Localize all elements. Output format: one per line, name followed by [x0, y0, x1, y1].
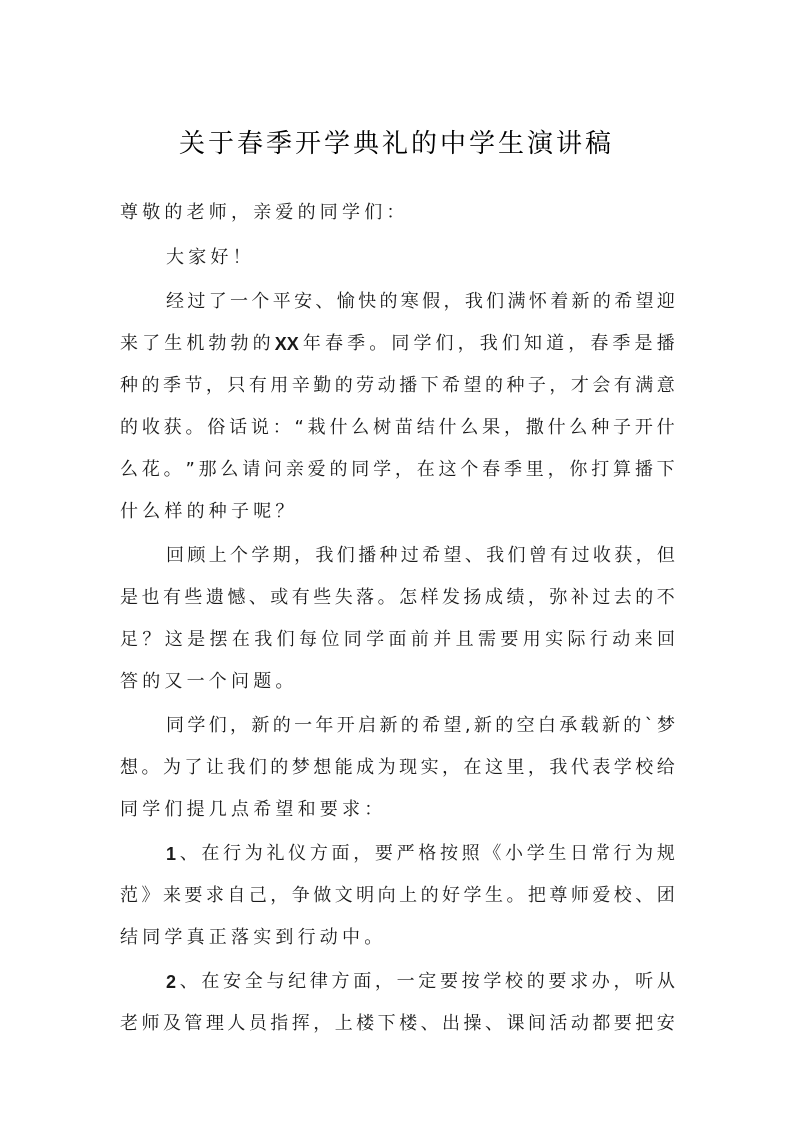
paragraph-line: 来 了 生 机 勃 勃 的 XX 年 春 季 。 同 学 们 ， 我 们 知 道 ， 春 季 是 播 [120, 333, 675, 354]
paragraph-line: 大家好！ [166, 247, 255, 268]
paragraph-line: 足 ？ 这 是 摆 在 我 们 每 位 同 学 面 前 并 且 需 要 用 实 际 行 动 来 回 [120, 629, 675, 650]
paragraph-line: 范 》 来 要 求 自 己 ， 争 做 文 明 向 上 的 好 学 生 。 把 尊 师 爱 校 、 团 [120, 885, 675, 906]
paragraph-line: 什么样的种子呢？ [120, 501, 298, 522]
paragraph-line: 1 、 在 行 为 礼 仪 方 面 ， 要 严 格 按 照 《 小 学 生 日 常 行 为 规 [166, 843, 675, 864]
paragraph-line: 答的又一个问题。 [120, 671, 298, 692]
paragraph-line: 结同学真正落实到行动中。 [120, 927, 387, 948]
paragraph-line: 么 花 。 ” 那 么 请 问 亲 爱 的 同 学 ， 在 这 个 春 季 里 ， 你 打 算 播 下 [120, 459, 675, 480]
paragraph-line: 经 过 了 一 个 平 安 、 愉 快 的 寒 假 ， 我 们 满 怀 着 新 的 希 望 迎 [166, 291, 675, 312]
paragraph-line: 同学们提几点希望和要求： [120, 799, 387, 820]
paragraph-line: 尊敬的老师，亲爱的同学们： [120, 202, 409, 223]
paragraph-line: 的 收 获 。 俗 话 说 ： “ 栽 什 么 树 苗 结 什 么 果 ， 撒 什 么 种 子 开 什 [120, 417, 675, 438]
paragraph-line: 2 、 在 安 全 与 纪 律 方 面 ， 一 定 要 按 学 校 的 要 求 办 ， 听 从 [166, 971, 675, 992]
paragraph-line: 种 的 季 节 ， 只 有 用 辛 勤 的 劳 动 播 下 希 望 的 种 子 ， 才 会 有 满 意 [120, 375, 675, 396]
paragraph-line: 是 也 有 些 遗 憾 、 或 有 些 失 落 。 怎 样 发 扬 成 绩 ， 弥 补 过 去 的 不 [120, 587, 675, 608]
paragraph-line: 想 。 为 了 让 我 们 的 梦 想 能 成 为 现 实 ， 在 这 里 ， 我 代 表 学 校 给 [120, 757, 675, 778]
paragraph-line: 回 顾 上 个 学 期 ， 我 们 播 种 过 希 望 、 我 们 曾 有 过 收 获 ， 但 [166, 545, 675, 566]
document-title: 关于春季开学典礼的中学生演讲稿 [178, 129, 614, 159]
paragraph-line: 同 学 们 ， 新 的 一 年 开 启 新 的 希 望 , 新 的 空 白 承 载 新 的 ` 梦 [166, 715, 675, 736]
paragraph-line: 老 师 及 管 理 人 员 指 挥 ， 上 楼 下 楼 、 出 操 、 课 间 活 动 都 要 把 安 [120, 1013, 675, 1034]
